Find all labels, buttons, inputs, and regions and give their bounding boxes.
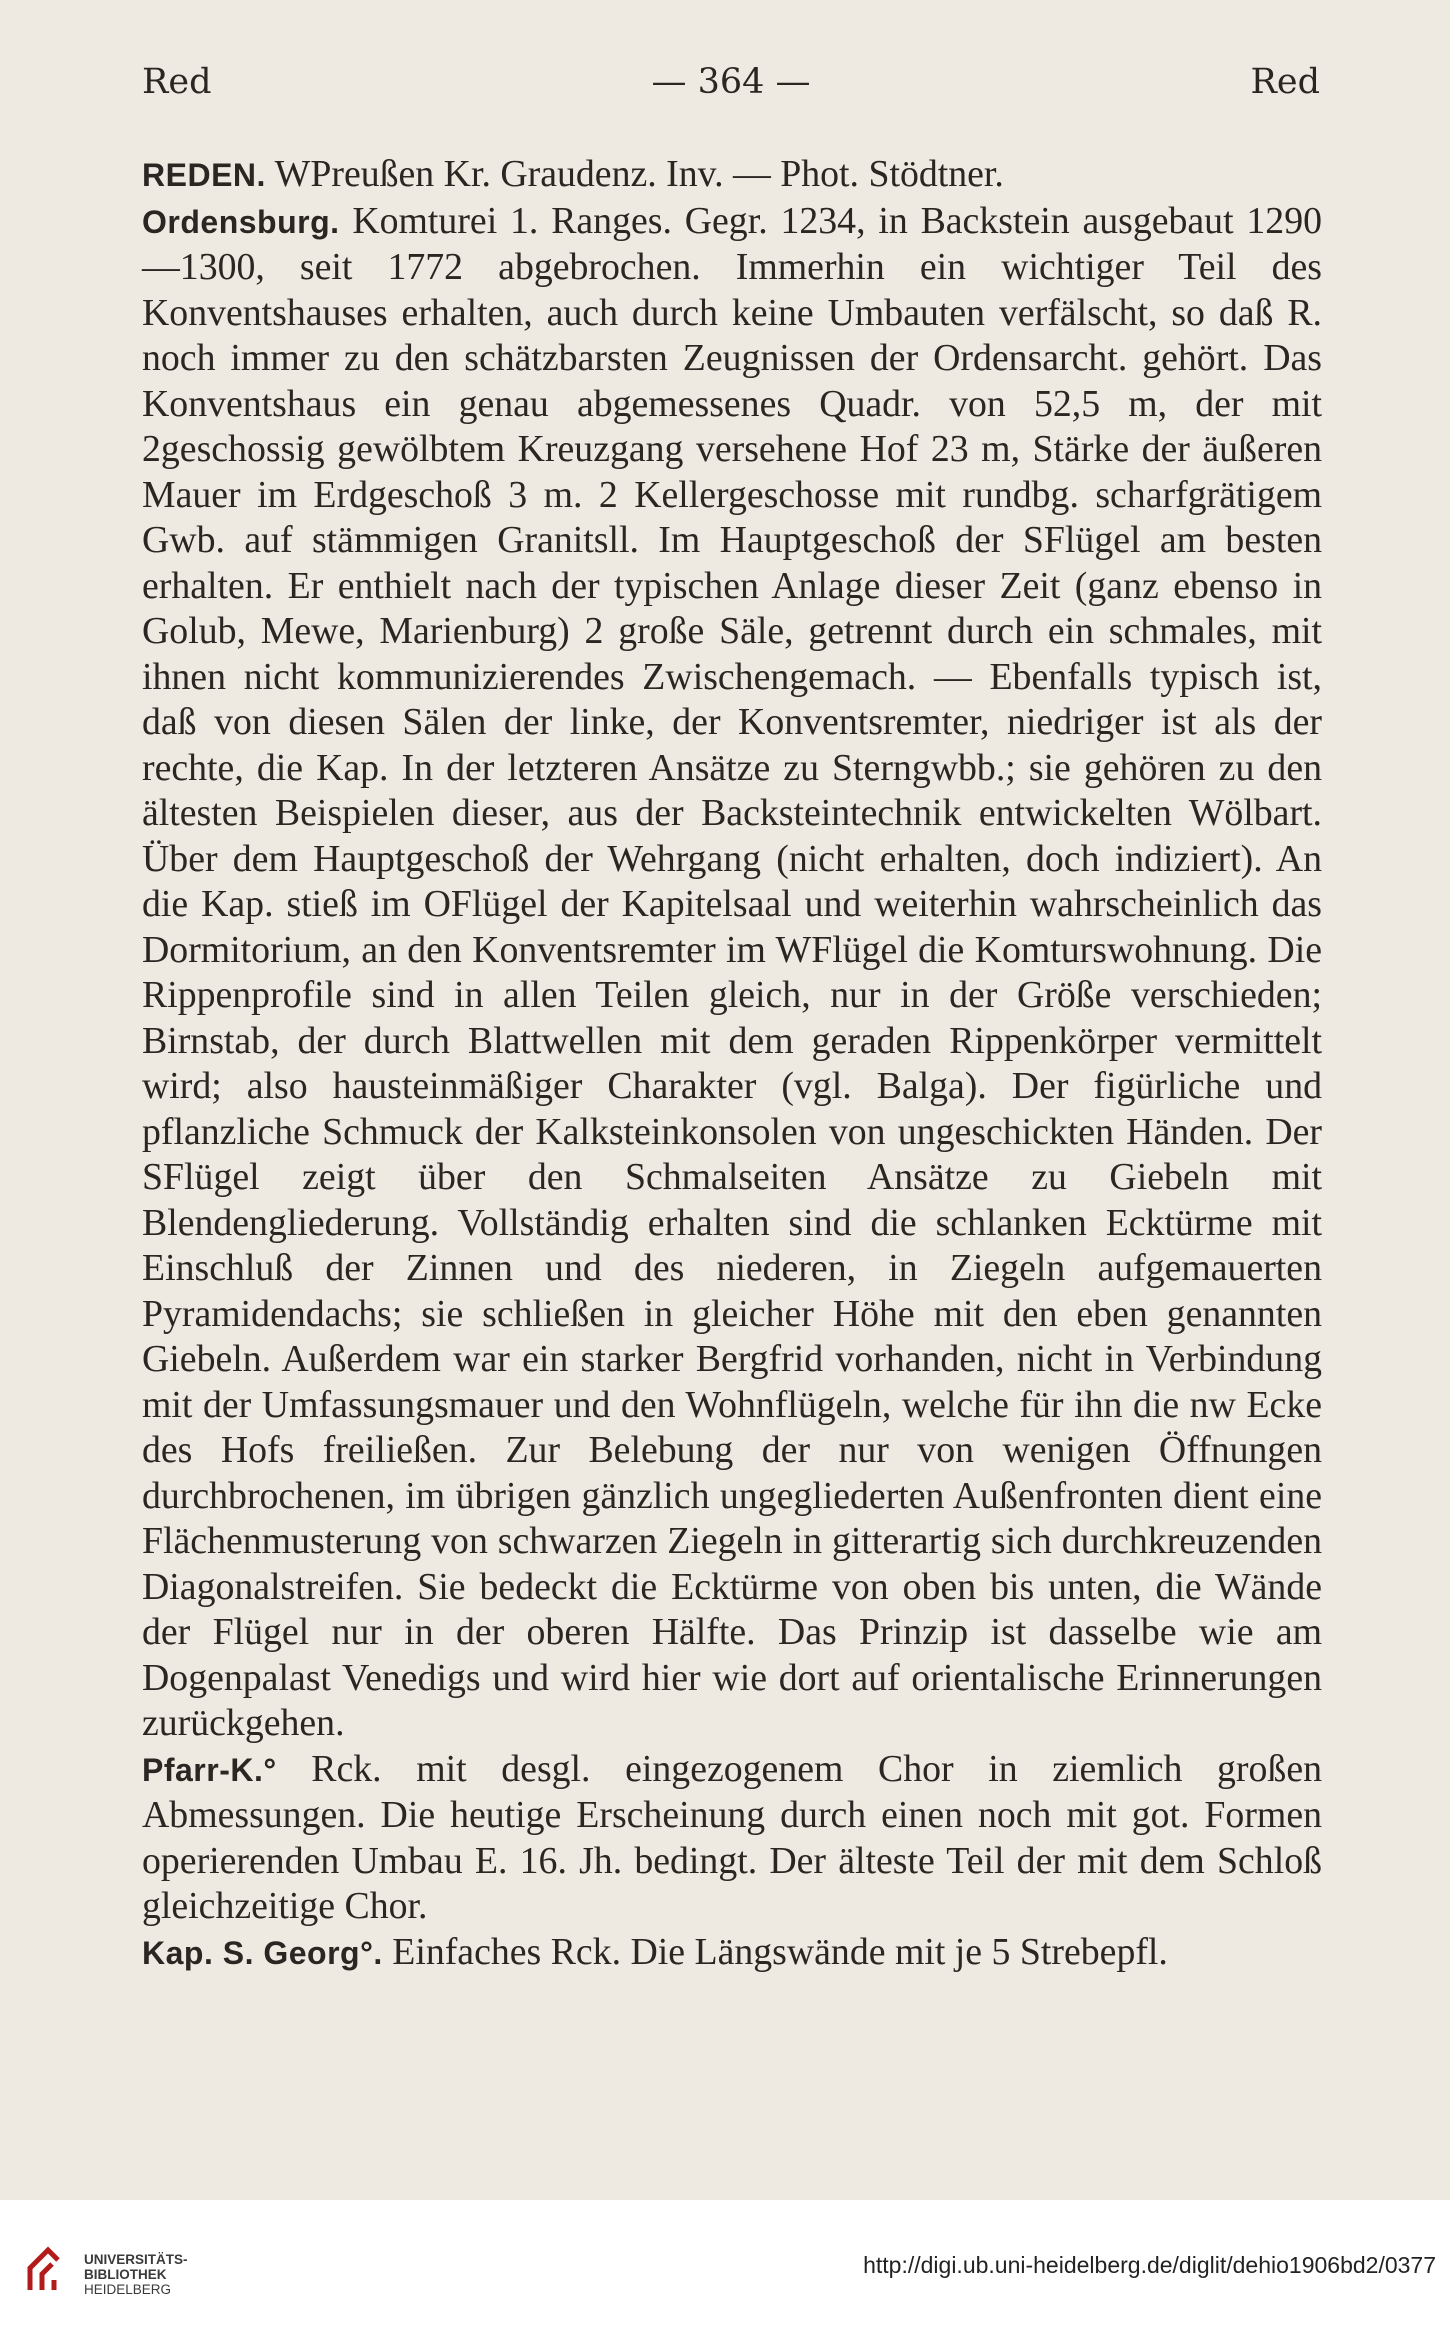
entry-text: Einfaches Rck. Die Längswände mit je 5 Strebepfl. (382, 1930, 1168, 1973)
entry-lead: Pfarr-K.° (142, 1751, 277, 1788)
running-head (142, 62, 1320, 112)
entry-ordensburg (142, 199, 1322, 1747)
entry-lead: Kap. S. Georg°. (142, 1934, 383, 1971)
body-text (142, 152, 1322, 1976)
source-url-link[interactable]: http://digi.ub.uni-heidelberg.de/diglit/dehio1906bd2/0377 (863, 2252, 1436, 2278)
entry-kapelle (142, 1930, 1322, 1977)
entry-lead: REDEN. (142, 157, 266, 193)
entry-text: Komturei 1. Ranges. Gegr. 1234, in Backstein ausgebaut 1290—1300, seit 1772 abgebrochen. Immerhin ein wichtiger Teil des Konventshauses erhalten, auch durch keine Umbauten verfälscht, so daß R. noch immer zu den schätzbarsten Zeugnissen der Ordensarcht. gehört. Das Konventshaus ein genau abgemessenes Quadr. von 52,5 m, der mit 2geschossig gewölbtem Kreuzgang versehene Hof 23 m, Stärke der äußeren Mauer im Erdgeschoß 3 m. 2 Kellergeschosse mit rundbg. scharfgrätigem Gwb. auf stämmigen Granitsll. Im Hauptgeschoß der SFlügel am besten erhalten. Er enthielt nach der typischen Anlage dieser Zeit (ganz ebenso in Golub, Mewe, Marienburg) 2 große Säle, getrennt durch ein schmales, mit ihnen nicht kommunizierendes Zwischengemach. — Ebenfalls typisch ist, daß von diesen Sälen der linke, der Konventsremter, niedriger ist als der rechte, die Kap. In der letzteren Ansätze zu Sterngwbb.; sie gehören zu den ältesten Beispielen dieser, aus der Backsteintechnik entwickelten Wölbart. Über dem Hauptgeschoß der Wehrgang (nicht erhalten, doch indiziert). An die Kap. stieß im OFlügel der Kapitelsaal und weiterhin wahrscheinlich das Dormitorium, an den Konventsremter im WFlügel die Komturswohnung. Die Rippenprofile sind in allen Teilen gleich, nur in der Größe verschieden; Birnstab, der durch Blattwellen mit dem geraden Rippenkörper vermittelt wird; also hausteinmäßiger Charakter (vgl. Balga). Der figürliche und pflanzliche Schmuck der Kalksteinkonsolen von ungeschickten Händen. Der SFlügel zeigt über den Schmalseiten Ansätze zu Giebeln mit Blendengliederung. Vollständig erhalten sind die schlanken Ecktürme mit Einschluß der Zinnen und des niederen, in Ziegeln aufgemauerten Pyramidendachs; sie schließen in gleicher Höhe mit den eben genannten Giebeln. Außerdem war ein starker Bergfrid vorhanden, nicht in Verbindung mit der Umfassungsmauer und den Wohnflügeln, welche für ihn die nw Ecke des Hofs freiließen. Zur Belebung der nur von wenigen Öffnungen durchbrochenen, im übrigen gänzlich ungegliederten Außenfronten dient eine Flächenmusterung von schwarzen Ziegeln in gitterartig sich durchkreuzenden Diagonalstreifen. Sie bedeckt die Ecktürme von oben bis unten, die Wände der Flügel nur in der oberen Hälfte. Das Prinzip ist dasselbe wie am Dogenpalast Venedigs und wird hier wie dort auf orientalische Erinnerungen zurückgehen. (142, 199, 1322, 1744)
page-number: — 364 — (651, 62, 811, 102)
entry-reden (142, 152, 1322, 199)
entry-lead: Ordensburg. (142, 203, 340, 240)
entry-text: WPreußen Kr. Graudenz. Inv. — Phot. Stödtner. (265, 153, 1004, 195)
entry-pfarrkirche (142, 1747, 1322, 1930)
library-name (84, 2252, 188, 2297)
library-name-line: HEIDELBERG (84, 2282, 172, 2297)
footer-bar (0, 2200, 1450, 2335)
university-library-logo-icon[interactable] (22, 2238, 66, 2294)
library-name-line: UNIVERSITÄTS- (84, 2252, 188, 2267)
running-head-left: Red (142, 62, 212, 102)
entry-text: Rck. mit desgl. eingezogenem Chor in ziemlich großen Abmessungen. Die heutige Erscheinung durch einen noch mit got. Formen operierenden Umbau E. 16. Jh. bedingt. Der älteste Teil der mit dem Schloß gleichzeitige Chor. (142, 1747, 1322, 1927)
library-name-line: BIBLIOTHEK (84, 2267, 167, 2282)
running-head-right: Red (1250, 62, 1320, 102)
